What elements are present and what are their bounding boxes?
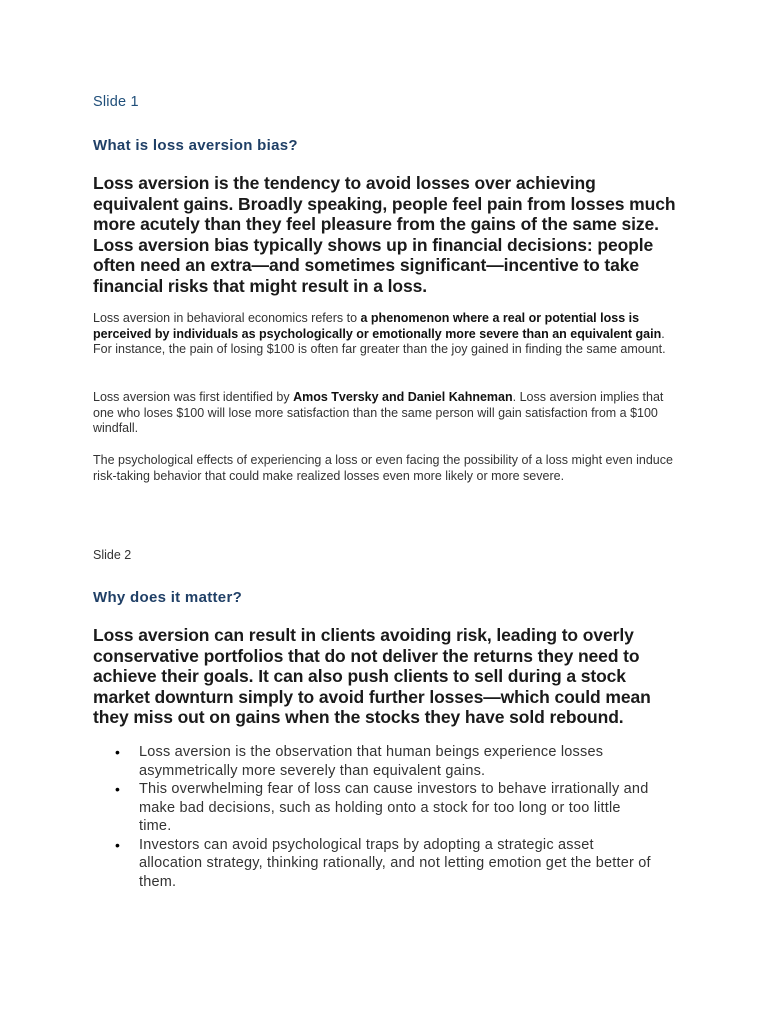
origin-text-end: . Loss aversion implies that one who loses $100 will lose more satisfaction than the same person will gain satisfaction from a $100 windfall.: [93, 390, 664, 435]
list-item-text: Investors can avoid psychological traps by adopting a strategic asset allocation strategy, thinking rationally, and not letting emotion get the better of them.: [139, 836, 651, 890]
bullet-icon: •: [115, 781, 121, 797]
origin-text-start: Loss aversion was first identified by: [93, 390, 294, 404]
list-item-text: Loss aversion is the observation that human beings experience losses asymmetrically more severely than equivalent gains.: [139, 744, 604, 779]
slide-1-label: Slide 1: [93, 94, 139, 110]
definition-text-end: . For instance, the pain of losing $100 is often far greater than the joy gained in finding the same amount.: [93, 326, 666, 356]
list-item: [93, 836, 653, 892]
origin-paragraph: [93, 390, 683, 437]
definition-emphasis: a phenomenon where a real or potential loss is perceived by individuals as psychologically or emotionally more severe than an equivalent gain: [93, 311, 662, 341]
list-item-text: This overwhelming fear of loss can cause investors to behave irrationally and make bad decisions, such as holding onto a stock for too long or too little time.: [139, 781, 649, 834]
slide-1-lead-paragraph: Loss aversion is the tendency to avoid losses over achieving equivalent gains. Broadly speaking, people feel pain from losses much more acutely than they feel pleasure from the gains of the same size. Loss aversion bias typically shows up in financial decisions: people often need an extra—and sometimes significant—incentive to take financial risks that might result in a loss.: [93, 173, 676, 296]
slide-2-heading: Why does it matter?: [93, 589, 243, 606]
bullet-icon: •: [115, 836, 121, 853]
origin-authors: Amos Tversky and Daniel Kahneman: [293, 390, 513, 404]
effects-paragraph: The psychological effects of experiencing a loss or even facing the possibility of a loss might even induce risk-taking behavior that could make realized losses even more likely or more severe.: [93, 453, 673, 483]
key-points-list: [93, 743, 653, 891]
slide-1-heading: What is loss aversion bias?: [93, 137, 298, 154]
slide-2-label: Slide 2: [93, 548, 132, 562]
bullet-icon: •: [115, 744, 121, 760]
slide-2-lead-paragraph: Loss aversion can result in clients avoiding risk, leading to overly conservative portfolios that do not deliver the returns they need to achieve their goals. It can also push clients to sell during a stock market downturn simply to avoid further losses—which could mean they miss out on gains when the stocks they have sold rebound.: [93, 625, 651, 727]
list-item: [93, 743, 653, 780]
list-item: [93, 780, 653, 836]
definition-text-start: Loss aversion in behavioral economics refers to: [93, 311, 361, 325]
definition-paragraph: [93, 311, 683, 358]
